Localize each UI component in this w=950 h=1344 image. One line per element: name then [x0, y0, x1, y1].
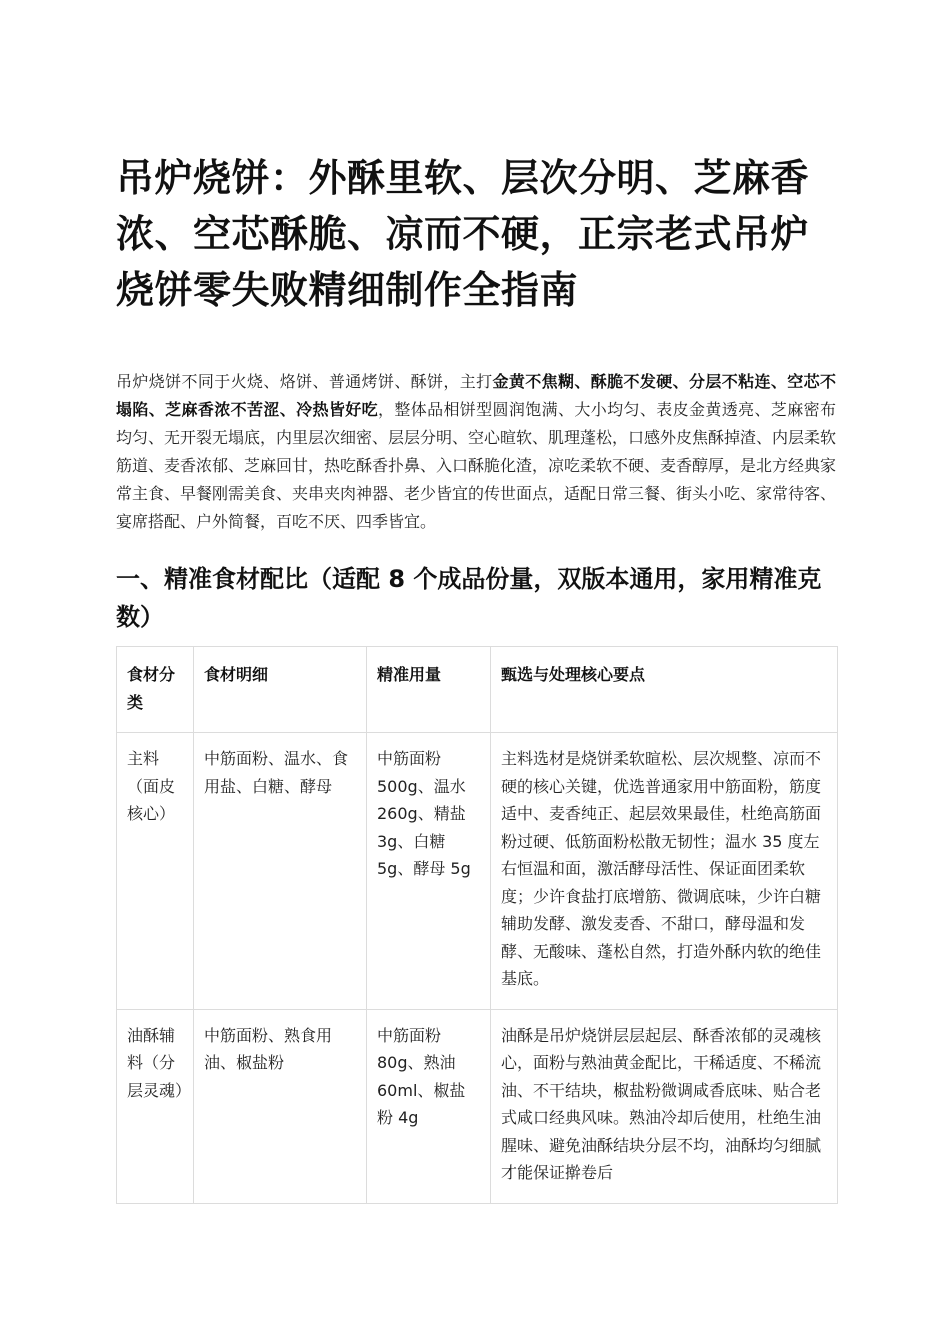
table-header-row	[117, 647, 838, 733]
section-heading-ingredients: 一、精准食材配比（适配 8 个成品份量，双版本通用，家用精准克数）	[116, 565, 822, 631]
intro-highlight: 金黄不焦糊、酥脆不发硬、分层不粘连、空芯不塌陷、芝麻香浓不苦涩、冷热皆好吃	[116, 372, 836, 419]
header-amount: 精准用量	[367, 647, 491, 733]
cell-category: 油酥辅料（分层灵魂）	[117, 1009, 194, 1203]
header-category: 食材分类	[117, 647, 194, 733]
table-row	[117, 1009, 838, 1203]
cell-amount: 中筋面粉 80g、熟油 60ml、椒盐粉 4g	[367, 1009, 491, 1203]
cell-items: 中筋面粉、温水、食用盐、白糖、酵母	[194, 733, 367, 1010]
document-page	[116, 150, 836, 1204]
cell-notes: 油酥是吊炉烧饼层层起层、酥香浓郁的灵魂核心，面粉与熟油黄金配比，干稀适度、不稀流油、不干结块，椒盐粉微调咸香底味、贴合老式咸口经典风味。熟油冷却后使用，杜绝生油腥味、避免油酥结块分层不均，油酥均匀细腻才能保证擀卷后	[491, 1009, 838, 1203]
intro-text-body: ，整体品相饼型圆润饱满、大小均匀、表皮金黄透亮、芝麻密布均匀、无开裂无塌底，内里层次细密、层层分明、空心暄软、肌理蓬松，口感外皮焦酥掉渣、内层柔软筋道、麦香浓郁、芝麻回甘，热吃酥香扑鼻、入口酥脆化渣，凉吃柔软不硬、麦香醇厚，是北方经典家常主食、早餐刚需美食、夹串夹肉神器、老少皆宜的传世面点，适配日常三餐、街头小吃、家常待客、宴席搭配、户外简餐，百吃不厌、四季皆宜。	[116, 400, 837, 531]
header-items: 食材明细	[194, 647, 367, 733]
page-title: 吊炉烧饼：外酥里软、层次分明、芝麻香浓、空芯酥脆、凉而不硬，正宗老式吊炉烧饼零失败精细制作全指南	[116, 156, 810, 312]
table-row	[117, 733, 838, 1010]
intro-paragraph	[116, 368, 836, 536]
intro-text-lead: 吊炉烧饼不同于火烧、烙饼、普通烤饼、酥饼，主打	[116, 372, 493, 391]
ingredients-table	[116, 646, 838, 1204]
page-bottom-margin	[0, 1211, 950, 1344]
header-notes: 甄选与处理核心要点	[491, 647, 838, 733]
cell-amount: 中筋面粉 500g、温水 260g、精盐 3g、白糖 5g、酵母 5g	[367, 733, 491, 1010]
cell-items: 中筋面粉、熟食用油、椒盐粉	[194, 1009, 367, 1203]
cell-notes: 主料选材是烧饼柔软暄松、层次规整、凉而不硬的核心关键，优选普通家用中筋面粉，筋度适中、麦香纯正、起层效果最佳，杜绝高筋面粉过硬、低筋面粉松散无韧性；温水 35 度左右恒温和面，激活酵母活性、保证面团柔软度；少许食盐打底增筋、微调底味，少许白糖辅助发酵、激发麦香、不甜口，酵母温和发酵、无酸味、蓬松自然，打造外酥内软的绝佳基底。	[491, 733, 838, 1010]
cell-category: 主料（面皮核心）	[117, 733, 194, 1010]
